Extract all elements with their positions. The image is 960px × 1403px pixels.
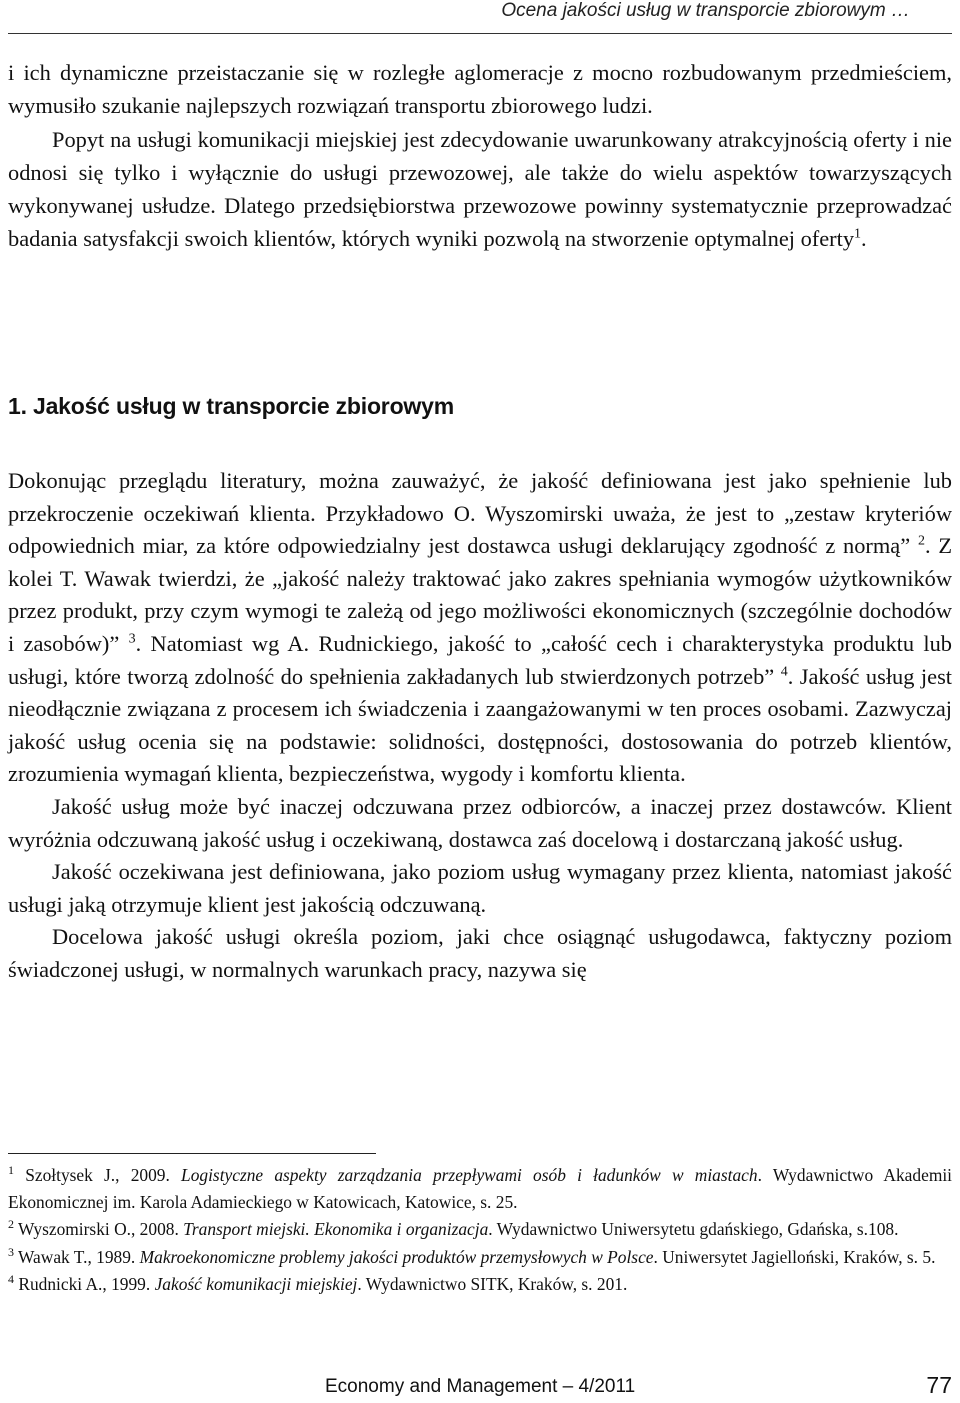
footnote-author: Wyszomirski O., 2008. [14,1219,184,1240]
intro-paragraph-2 [8,123,952,256]
section-text [8,465,952,987]
intro-paragraph-1: i ich dynamiczne przeistaczanie się w rozległe aglomeracje z mocno rozbudowanym przedmieściem, wymusiło szukanie najlepszych rozwiązań transportu zbiorowego ludzi. [8,60,952,119]
footnote-title: Logistyczne aspekty zarządzania przepływami osób i ładunków w miastach [181,1165,758,1185]
header-rule [8,33,952,34]
footnote-1 [8,1162,952,1216]
footnote-4 [8,1271,952,1298]
footnote-title: Makroekonomiczne problemy jakości produktów przemysłowych w Polsce [139,1246,654,1267]
section-paragraph-1-part-c: . Natomiast wg A. Rudnickiego, jakość to „całość cech i charakterystyka produktu lub usługi, które tworzą zdolność do spełnienia zakładanych lub stwierdzonych potrzeb” [8,630,952,689]
footnote-ref-1[interactable]: 1 [854,227,862,243]
footnote-number: 4 [8,1272,14,1287]
footnote-rule [8,1153,376,1154]
section-paragraph-4: Docelowa jakość usługi określa poziom, jaki chce osiągnąć usługodawca, faktyczny poziom świadczonej usługi, w normalnych warunkach pracy, nazywa się [8,924,952,982]
footnote-publisher: . Wydawnictwo Akademii Ekonomicznej im. Karola Adamieckiego w Katowicach, Katowice, s. 25. [8,1165,953,1213]
footnote-2 [8,1216,952,1243]
section-paragraph-1-part-a: Dokonując przeglądu literatury, można zauważyć, że jakość definiowana jest jako spełnienie lub przekroczenie oczekiwań klienta. Przykładowo O. Wyszomirski uważa, że jest to „zestaw kryteriów odpowiednich miar, za które odpowiedzialny jest dostawca usługi deklarujący zgodność z normą” [8,468,952,559]
footnote-title: Transport miejski. Ekonomika i organizacja [183,1219,489,1240]
intro-paragraph-2-end: . [861,226,867,252]
footnote-ref-3[interactable]: 3 [128,631,136,647]
intro-text [8,56,952,256]
footnote-3 [8,1244,952,1271]
footnote-publisher: . Wydawnictwo SITK, Kraków, s. 201. [357,1273,628,1294]
footnote-author: Szołtysek J., 2009. [14,1165,182,1185]
footnote-author: Rudnicki A., 1999. [14,1273,155,1294]
journal-name: Economy and Management – 4/2011 [325,1376,636,1397]
footnote-author: Wawak T., 1989. [14,1246,140,1267]
running-head: Ocena jakości usług w transporcie zbiorowym … [501,0,910,21]
page-number: 77 [926,1372,952,1398]
footnote-ref-4[interactable]: 4 [780,664,788,680]
section-paragraph-3: Jakość oczekiwana jest definiowana, jako poziom usług wymagany przez klienta, natomiast jakość usługi jaką otrzymuje klient jest jakością odczuwaną. [8,859,952,917]
footnote-title: Jakość komunikacji miejskiej [154,1273,358,1294]
section-paragraph-1-part-b: . Z kolei T. Wawak twierdzi, że „jakość należy traktować jako zakres spełniania wymogów użytkowników przez produkt, przy czym wymogi te zależą od jego możliwości ekonomicznych (szczególnie dochodów i zasobów)” [8,533,952,656]
section-paragraph-2: Jakość usług może być inaczej odczuwana przez odbiorców, a inaczej przez dostawców. Klient wyróżnia odczuwaną jakość usług i oczekiwaną, dostawca zaś docelową i dostarczaną jakość usług. [8,793,952,852]
footnote-publisher: . Wydawnictwo Uniwersytetu gdańskiego, Gdańska, s.108. [488,1219,899,1240]
footnote-number: 1 [8,1163,14,1178]
section-paragraph-1 [8,465,952,791]
footnotes [8,1162,952,1298]
footnote-publisher: . Uniwersytet Jagielloński, Kraków, s. 5. [653,1246,936,1267]
section-paragraph-1-part-d: . Jakość usług jest nieodłącznie związana z procesem ich świadczenia i zaangażowanymi w ten proces osobami. Zazwyczaj jakość usług ocenia się na podstawie: solidności, dostępności, dostosowania do potrzeb klientów, zrozumienia wymagań klienta, bezpieczeństwa, wygody i komfortu klienta. [8,663,952,787]
intro-paragraph-2-text: Popyt na usługi komunikacji miejskiej jest zdecydowanie uwarunkowany atrakcyjnością oferty i nie odnosi się tylko i wyłącznie do usługi przewozowej, ale także do wielu aspektów towarzyszących wykonywanej usłudze. Dlatego przedsiębiorstwa przewozowe powinny systematycznie przeprowadzać badania satysfakcji swoich klientów, których wyniki pozwolą na stworzenie optymalnej oferty [8,126,952,252]
footnote-number: 3 [8,1244,14,1259]
section-heading: 1. Jakość usług w transporcie zbiorowym [8,393,454,419]
footnote-ref-2[interactable]: 2 [917,533,925,549]
footnote-number: 2 [8,1217,14,1232]
